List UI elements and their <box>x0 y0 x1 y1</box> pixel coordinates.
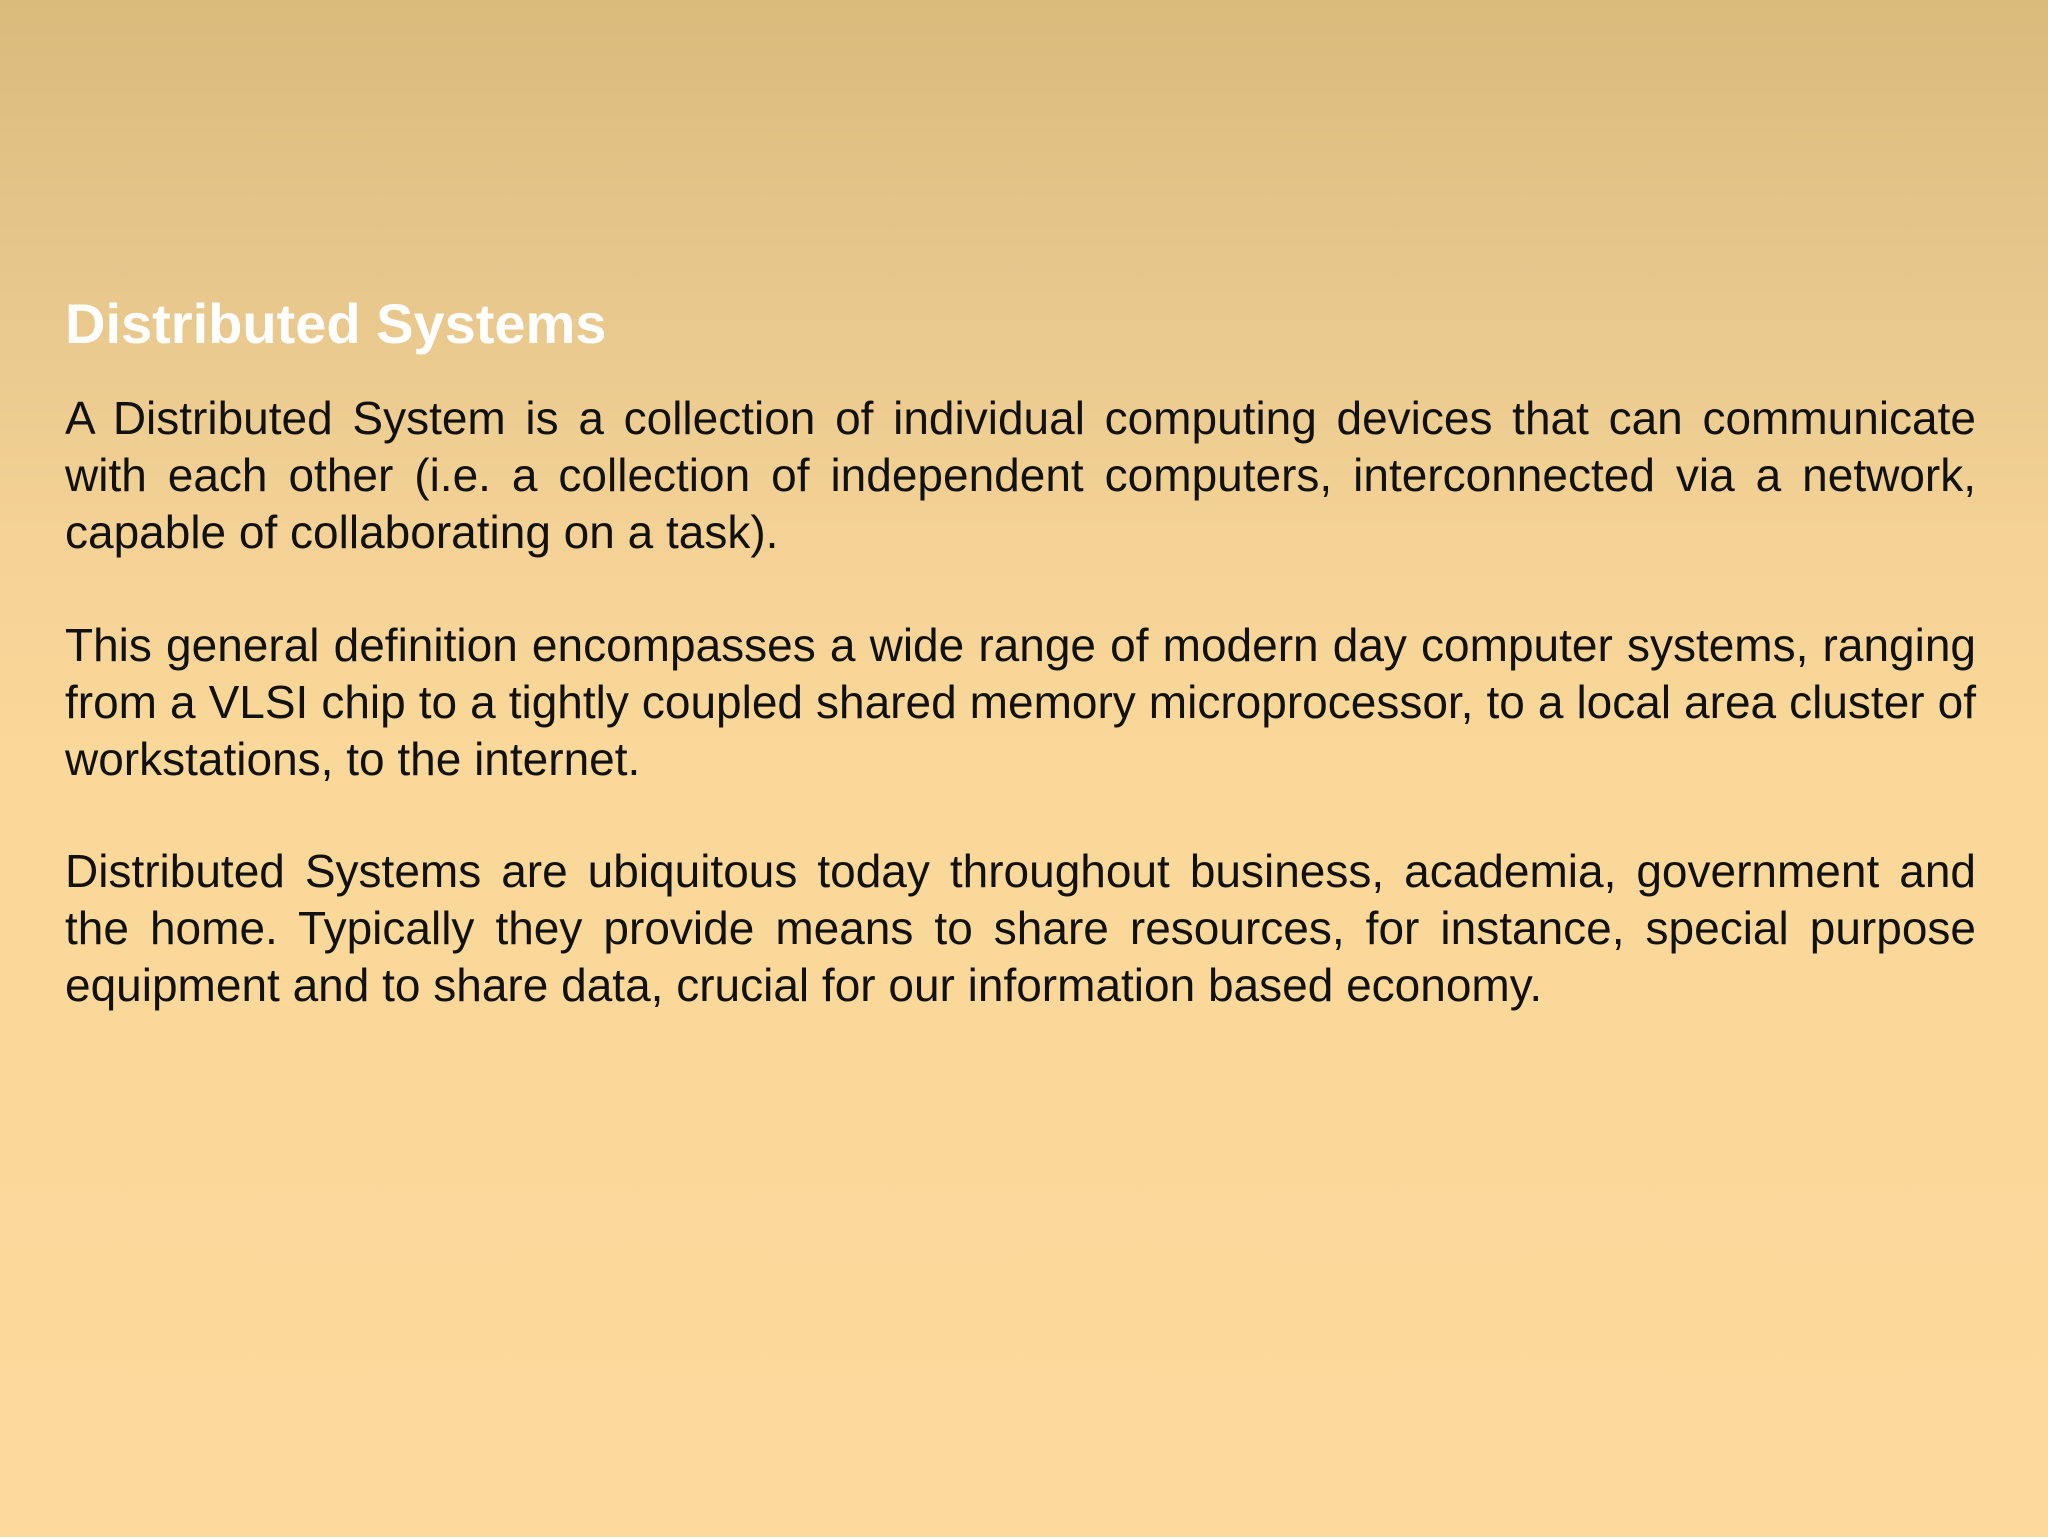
paragraph-definition: A Distributed System is a collection of individual computing devices that can communicate with each other (i.e. a collection of independent computers, interconnected via a network, capable of collaborating on a task). <box>65 392 1976 558</box>
slide-title: Distributed Systems <box>65 292 607 355</box>
paragraph-scope: This general definition encompasses a wide range of modern day computer systems, ranging from a VLSI chip to a tightly coupled shared memory microprocessor, to a local area cluster of workstations, to the internet. <box>65 619 1976 785</box>
paragraph-ubiquity: Distributed Systems are ubiquitous today throughout business, academia, government and the home. Typically they provide means to share resources, for instance, special purpose equipment and to share data, crucial for our information based economy. <box>65 845 1976 1011</box>
